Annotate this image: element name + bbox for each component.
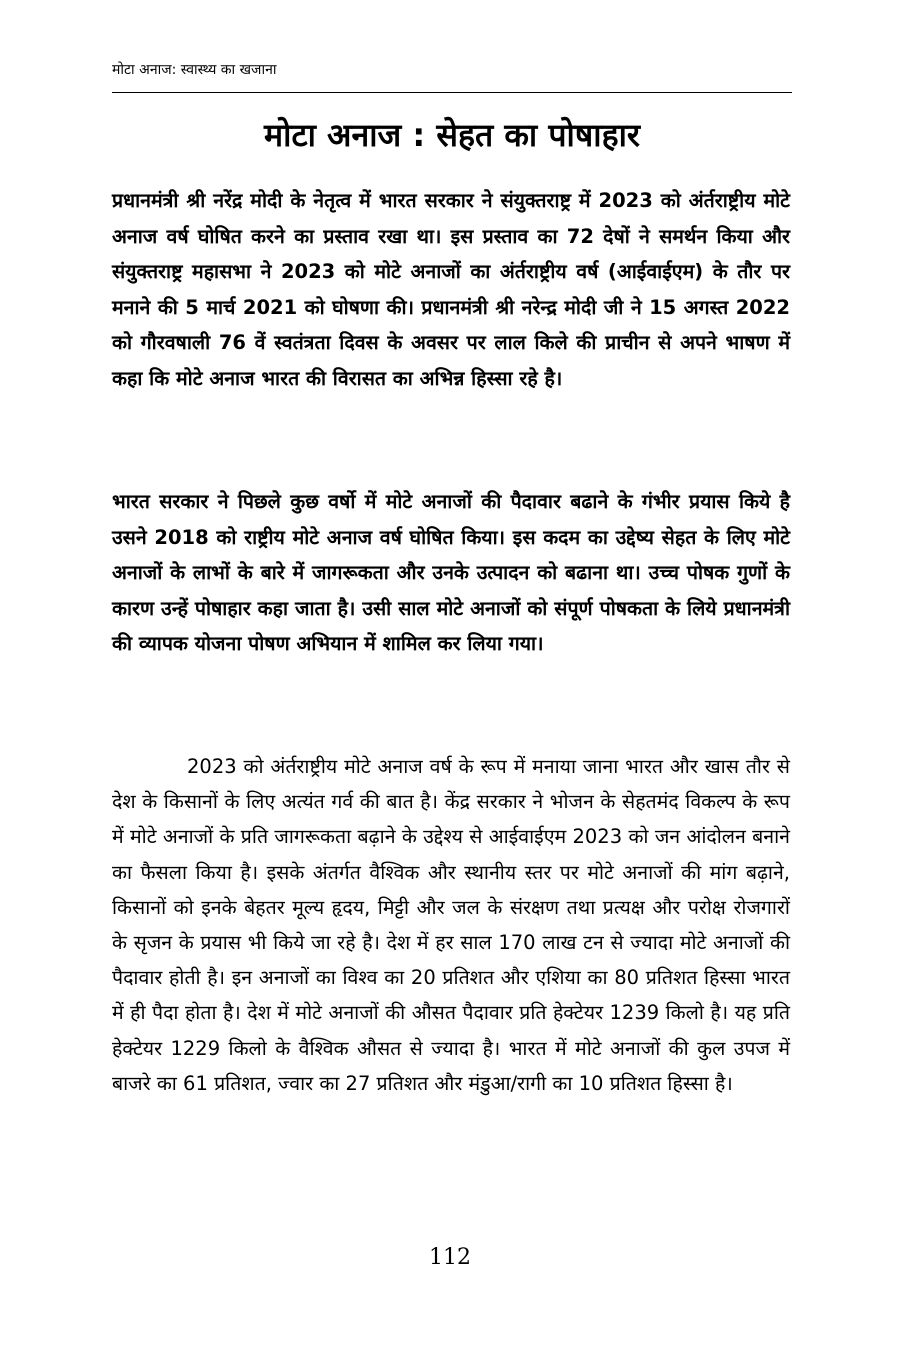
paragraph-3: 2023 को अंर्तराष्ट्रीय मोटे अनाज वर्ष के रूप में मनाया जाना भारत और खास तौर से देश के किसानों के लिए अत्यंत गर्व की बात है। केंद्र सरकार ने भोजन के सेहतमंद विकल्प के रूप में मोटे अनाजों के प्रति जागरूकता बढ़ाने के उद्देश्य से आईवाईएम 2023 को जन आंदोलन बनाने का फैसला किया है। इसके अंतर्गत वैश्विक और स्थानीय स्तर पर मोटे अनाजों की मांग बढ़ाने, किसानों को इनके बेहतर मूल्य हृदय, मिट्टी और जल के संरक्षण तथा प्रत्यक्ष और परोक्ष रोजगारों के सृजन के प्रयास भी किये जा रहे है। देश में हर साल 170 लाख टन से ज्यादा मोटे अनाजों की पैदावार होती है। इन अनाजों का विश्व का 20 प्रतिशत और एशिया का 80 प्रतिशत हिस्सा भारत में ही पैदा होता है। देश में मोटे अनाजों की औसत पैदावार प्रति हेक्टेयर 1239 किलो है। यह प्रति हेक्टेयर 1229 किलो के वैश्विक औसत से ज्यादा है। भारत में मोटे अनाजों की कुल उपज में बाजरे का 61 प्रतिशत, ज्वार का 27 प्रतिशत और मंडुआ/रागी का 10 प्रतिशत हिस्सा है।: [112, 755, 790, 1095]
paragraph-2: भारत सरकार ने पिछले कुछ वर्षो में मोटे अनाजों की पैदावार बढाने के गंभीर प्रयास किये है उसने 2018 को राष्ट्रीय मोटे अनाज वर्ष घोषित किया। इस कदम का उद्देष्य सेहत के लिए मोटे अनाजों के लाभों के बारे में जागरूकता और उनके उत्पादन को बढाना था। उच्च पोषक गुणों के कारण उन्हें पोषाहार कहा जाता है। उसी साल मोटे अनाजों को संपूर्ण पोषकता के लिये प्रधानमंत्री की व्यापक योजना पोषण अभियान में शामिल कर लिया गया।: [112, 490, 790, 656]
running-header: मोटा अनाज: स्वास्थ्य का खजाना: [112, 62, 277, 78]
header-divider: [112, 92, 792, 93]
page-number: 112: [429, 1245, 471, 1270]
paragraph-1: प्रधानमंत्री श्री नरेंद्र मोदी के नेतृत्व में भारत सरकार ने संयुक्तराष्ट्र में 2023 को अंर्तराष्ट्रीय मोटे अनाज वर्ष घोषित करने का प्रस्ताव रखा था। इस प्रस्ताव का 72 देषों ने समर्थन किया और संयुक्तराष्ट्र महासभा ने 2023 को मोटे अनाजों का अंर्तराष्ट्रीय वर्ष (आईवाईएम) के तौर पर मनाने की 5 मार्च 2021 को घोषणा की। प्रधानमंत्री श्री नरेन्द्र मोदी जी ने 15 अगस्त 2022 को गौरवषाली 76 वें स्वतंत्रता दिवस के अवसर पर लाल किले की प्राचीन से अपने भाषण में कहा कि मोटे अनाज भारत की विरासत का अभिन्न हिस्सा रहे है।: [112, 189, 790, 390]
article-title: मोटा अनाज : सेहत का पोषाहार: [264, 116, 640, 154]
